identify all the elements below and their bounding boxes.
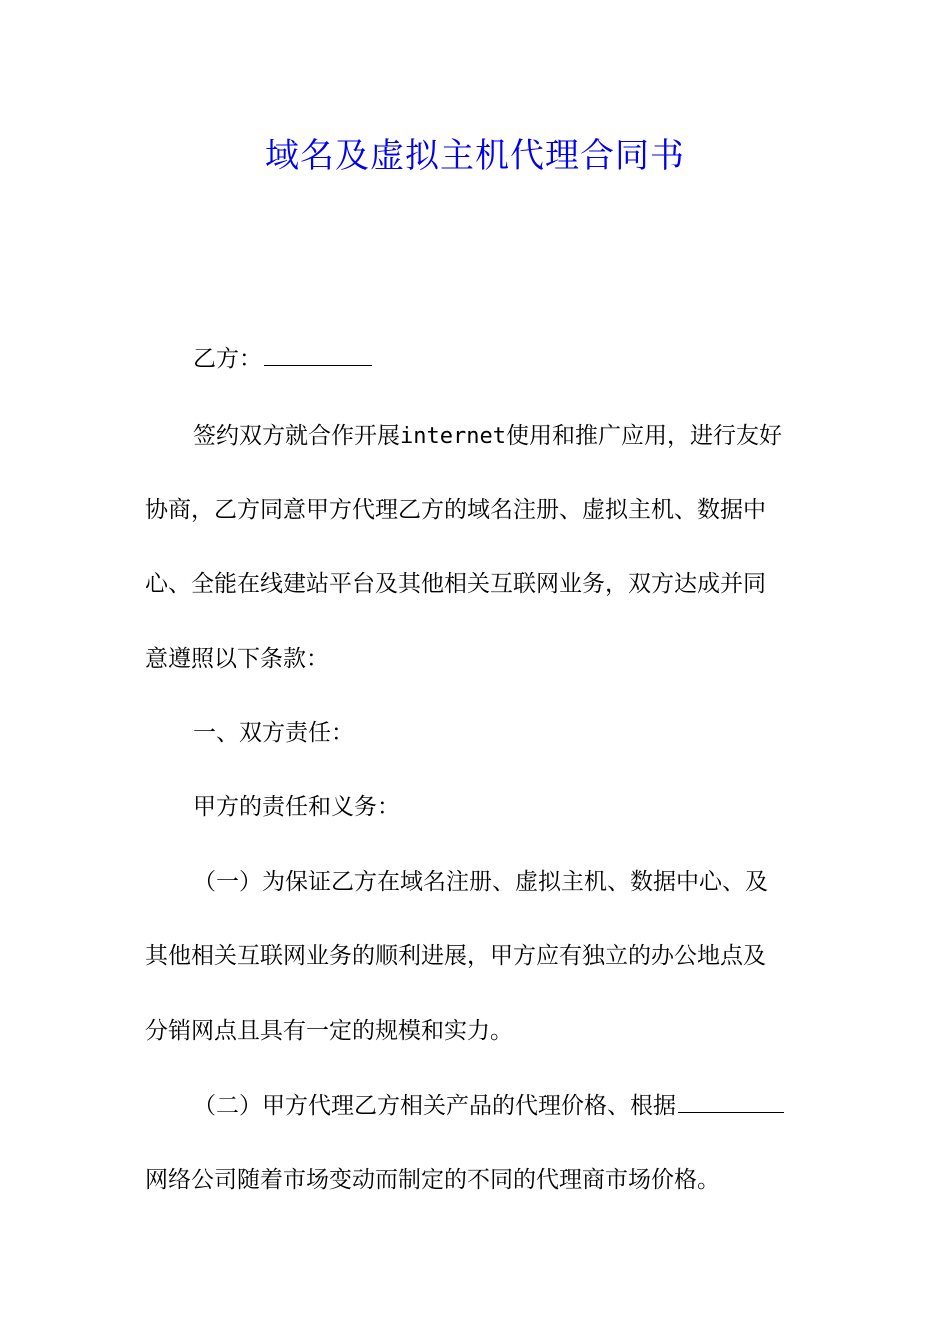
party-b-line: [193, 344, 372, 374]
para1-line4: 意遵照以下条款：: [145, 646, 329, 672]
para1-line3: 心、全能在线建站平台及其他相关互联网业务，双方达成并同: [145, 571, 766, 597]
para1-text-b: 使用和推广应用，进行友好: [505, 423, 782, 449]
item1-line1: （一）为保证乙方在域名注册、虚拟主机、数据中心、及: [193, 869, 768, 895]
item2-line2: 网络公司随着市场变动而制定的不同的代理商市场价格。: [145, 1167, 720, 1193]
item1-line2: 其他相关互联网业务的顺利进展，甲方应有独立的办公地点及: [145, 943, 766, 969]
item2-blank[interactable]: [678, 1096, 784, 1113]
section1-heading: 一、双方责任：: [193, 720, 354, 746]
party-b-label: 乙方：: [193, 346, 262, 372]
para1-line1: [193, 421, 782, 452]
party-a-duties-heading: 甲方的责任和义务：: [193, 794, 400, 820]
para1-latin-word: internet: [400, 424, 506, 449]
item2-line1: [193, 1091, 784, 1121]
document-title: 域名及虚拟主机代理合同书: [265, 136, 685, 176]
item2-text: （二）甲方代理乙方相关产品的代理价格、根据: [193, 1093, 676, 1119]
para1-text-a: 签约双方就合作开展: [193, 423, 400, 449]
para1-line2: 协商，乙方同意甲方代理乙方的域名注册、虚拟主机、数据中: [145, 497, 766, 523]
party-b-blank[interactable]: [264, 349, 372, 366]
item1-line3: 分销网点且具有一定的规模和实力。: [145, 1018, 513, 1044]
